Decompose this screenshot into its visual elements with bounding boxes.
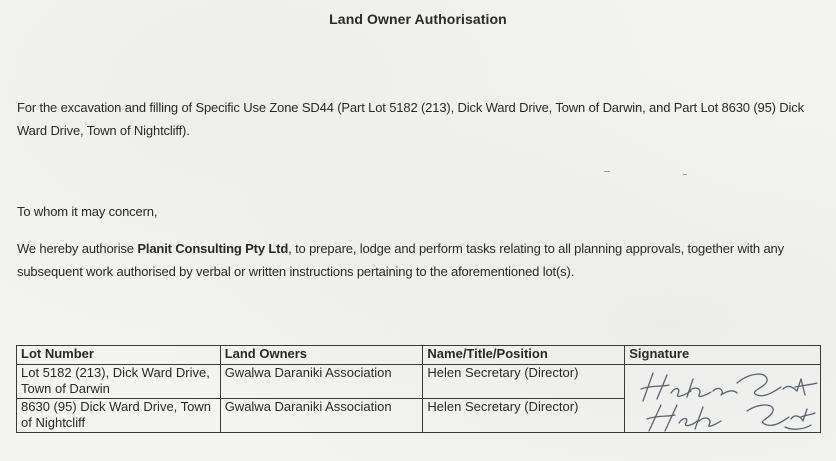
- lot-cell: 8630 (95) Dick Ward Drive, Town of Nightcliff: [17, 399, 221, 433]
- organisation-name: Planit Consulting Pty Ltd: [137, 241, 289, 256]
- document-title: Land Owner Authorisation: [329, 11, 507, 27]
- authorisation-text-before: We hereby authorise: [17, 241, 138, 256]
- table-header-row: [17, 346, 821, 365]
- table-row: [17, 365, 821, 399]
- salutation: To whom it may concern,: [17, 204, 158, 219]
- authorisation-text-after: , to prepare, lodge and perform tasks relating to all planning approvals, together with any subsequent work authorised by verbal or written instructions pertaining to the aforementioned lot(s).: [17, 241, 784, 279]
- signature-2: [647, 405, 815, 431]
- signature-cell: [625, 365, 821, 433]
- authorisation-table: [16, 345, 821, 433]
- owner-cell: Gwalwa Daraniki Association: [220, 399, 423, 433]
- position-cell: Helen Secretary (Director): [423, 365, 625, 399]
- authorisation-paragraph: [17, 237, 817, 283]
- header-lot-number: Lot Number: [17, 346, 221, 365]
- handwritten-signatures: [625, 365, 821, 433]
- scan-speck: [604, 171, 610, 172]
- position-cell: Helen Secretary (Director): [423, 399, 625, 433]
- header-name-title-position: Name/Title/Position: [423, 346, 625, 365]
- signature-1: [641, 373, 817, 401]
- header-land-owners: Land Owners: [220, 346, 423, 365]
- scan-speck: [683, 174, 687, 175]
- intro-paragraph: For the excavation and filling of Specific Use Zone SD44 (Part Lot 5182 (213), Dick Ward Drive, Town of Darwin, and Part Lot 8630 (95) Dick Ward Drive, Town of Nightcliff).: [17, 100, 804, 138]
- owner-cell: Gwalwa Daraniki Association: [220, 365, 423, 399]
- header-signature: Signature: [625, 346, 821, 365]
- lot-cell: Lot 5182 (213), Dick Ward Drive, Town of Darwin: [17, 365, 221, 399]
